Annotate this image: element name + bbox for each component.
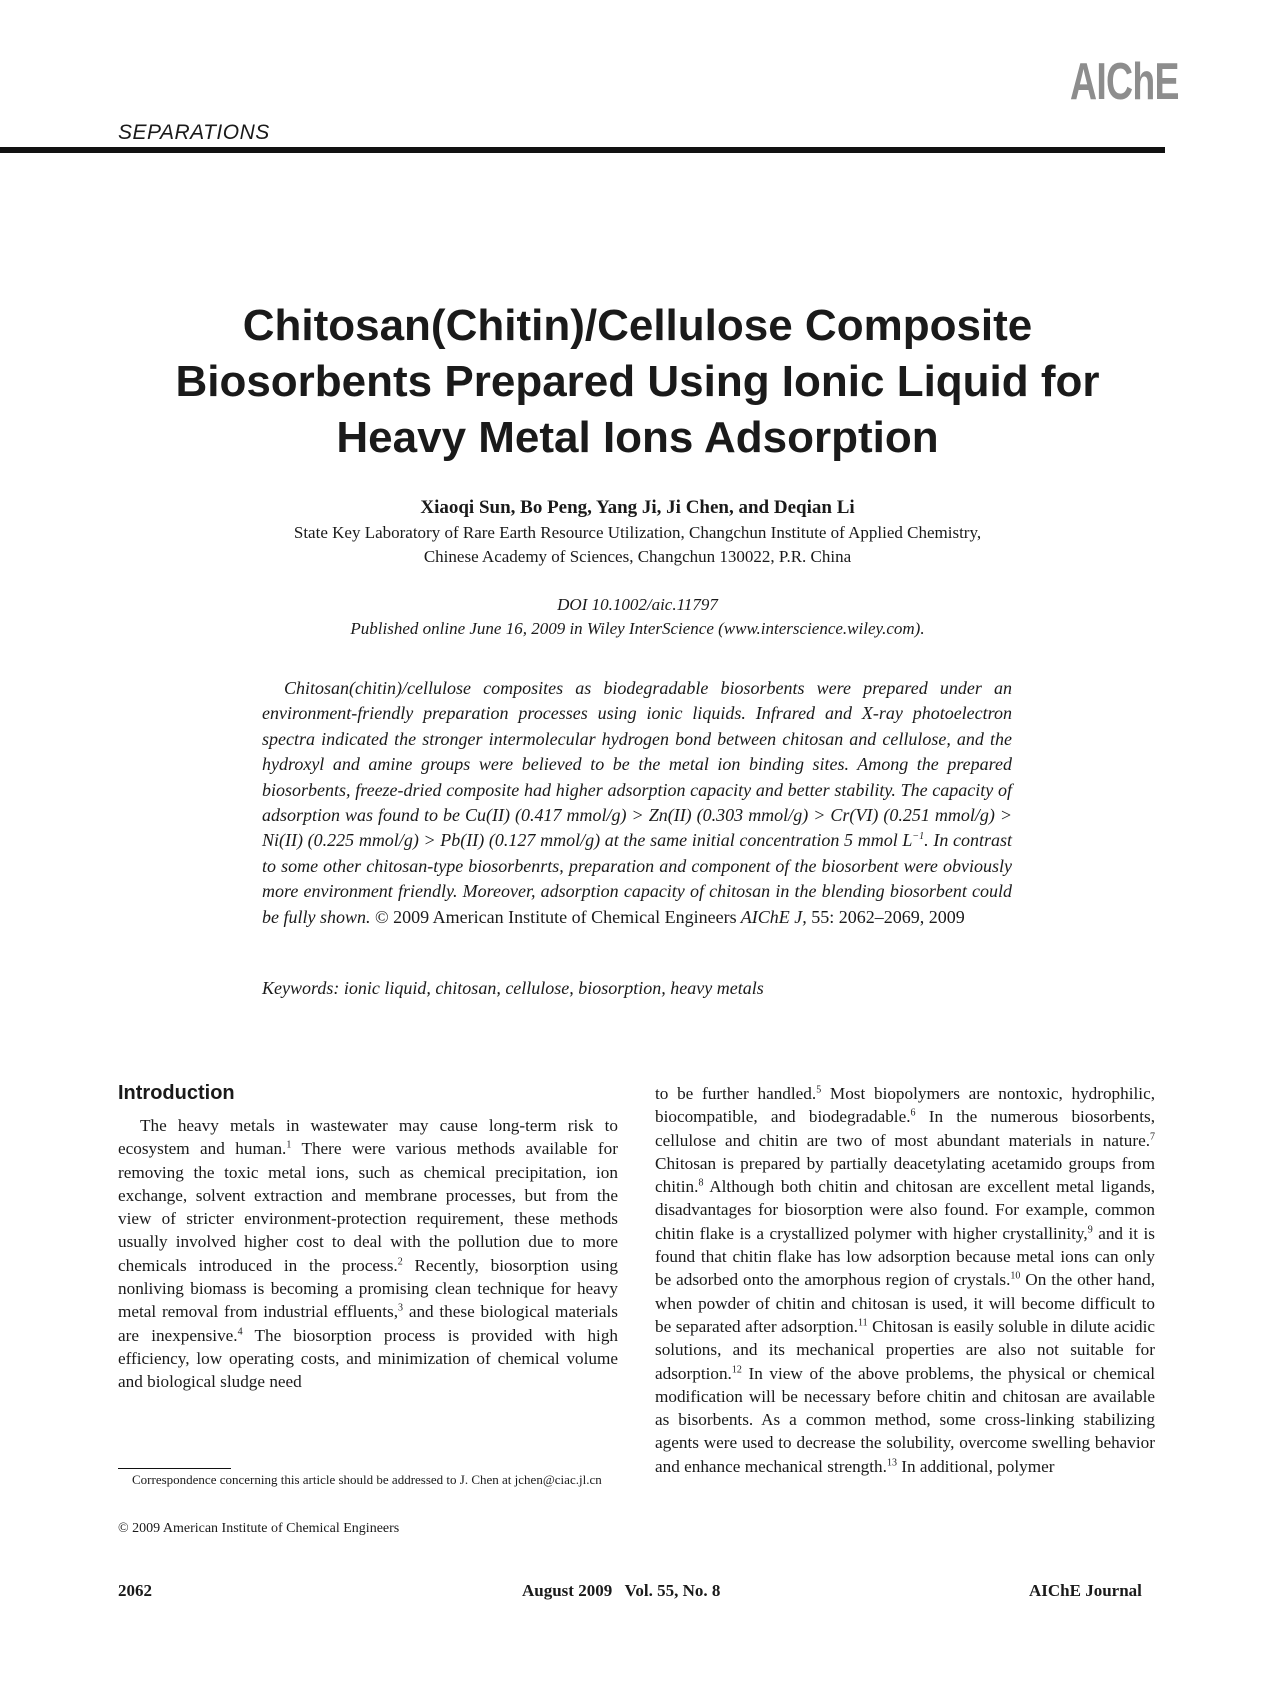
citation-ref: 11 xyxy=(857,1317,868,1329)
citation-ref: 3 xyxy=(398,1302,404,1314)
citation-ref: 9 xyxy=(1087,1224,1093,1236)
text-segment: Recently, biosorption using nonliving biomass is becoming a promising clean technique for heavy metal removal from industrial effluents, xyxy=(118,1255,618,1322)
left-column xyxy=(118,1082,618,1394)
citation-ref: 13 xyxy=(886,1457,897,1469)
abstract-text-tail: . In contrast to some other chitosan-type biosorbenrts, preparation and component of the biosorbent were obviously more environment friendly. Moreover, adsorption capacity of chitosan in the blending biosorbent could be fully shown. xyxy=(262,830,1012,927)
authors: Xiaoqi Sun, Bo Peng, Yang Ji, Ji Chen, and Deqian Li xyxy=(420,497,855,518)
abstract-superscript: −1 xyxy=(912,831,925,843)
abstract-copyright: © 2009 American Institute of Chemical Engineers xyxy=(375,906,737,927)
text-segment: and it is found that chitin flake has low adsorption because metal ions can only be adsorbed onto the amorphous region of crystals. xyxy=(655,1223,1155,1290)
citation-ref: 12 xyxy=(731,1363,742,1375)
introduction-heading: Introduction xyxy=(118,1082,235,1104)
text-segment: On the other hand, when powder of chitin and chitosan is used, it will become difficult to be separated after adsorption. xyxy=(655,1270,1155,1336)
text-segment: There were various methods available for removing the toxic metal ions, such as chemical precipitation, ion exchange, solvent extraction and membrane processes, but from the view of stricter environment-protection requirement, these methods usually involved higher cost to deal with the pollution due to more chemicals introduced in the process. xyxy=(118,1139,618,1275)
citation-ref: 5 xyxy=(816,1084,822,1096)
intro-paragraph-left xyxy=(118,1114,618,1394)
article-title xyxy=(100,298,1175,466)
title-line: Biosorbents Prepared Using Ionic Liquid for xyxy=(175,357,1100,406)
aiche-logo: AIChE xyxy=(1070,53,1179,111)
correspondence-footnote: Correspondence concerning this article should be addressed to J. Chen at jchen@ciac.jl.cn xyxy=(132,1472,602,1487)
issue-info: August 2009 Vol. 55, No. 8 xyxy=(522,1581,721,1600)
text-segment: Most biopolymers are nontoxic, hydrophilic, biocompatible, and biodegradable. xyxy=(655,1084,1155,1127)
title-line: Chitosan(Chitin)/Cellulose Composite xyxy=(242,301,1033,350)
keywords: Keywords: ionic liquid, chitosan, cellulose, biosorption, heavy metals xyxy=(262,978,764,998)
doi: DOI 10.1002/aic.11797 xyxy=(557,595,718,614)
page-number: 2062 xyxy=(118,1581,152,1600)
citation-ref: 8 xyxy=(698,1177,704,1189)
text-segment: to be further handled. xyxy=(655,1084,817,1103)
title-line: Heavy Metal Ions Adsorption xyxy=(336,413,939,462)
text-segment: Chitosan is prepared by partially deacetylating acetamido groups from chitin. xyxy=(655,1153,1155,1197)
text-segment: Chitosan is easily soluble in dilute acidic solutions, and its mechanical properties are also not suitable for adsorption. xyxy=(655,1316,1155,1383)
published-online: Published online June 16, 2009 in Wiley InterScience (www.interscience.wiley.com). xyxy=(350,619,925,638)
text-segment: In the numerous biosorbents, cellulose and chitin are two of most abundant materials in nature. xyxy=(655,1107,1155,1150)
citation-ref: 6 xyxy=(910,1107,916,1119)
text-segment: The heavy metals in wastewater may cause long-term risk to ecosystem and human. xyxy=(118,1116,618,1159)
abstract xyxy=(262,676,1012,930)
abstract-journal: AIChE J, xyxy=(740,906,807,927)
header-rule xyxy=(0,147,1165,153)
footnote-copyright: © 2009 American Institute of Chemical Engineers xyxy=(118,1521,400,1536)
journal-name: AIChE Journal xyxy=(1029,1581,1142,1600)
abstract-text: Chitosan(chitin)/cellulose composites as biodegradable biosorbents were prepared under an environment-friendly preparation processes using ionic liquids. Infrared and X-ray photoelectron spectra indicated the stronger intermolecular hydrogen bond between chitosan and cellulose, and the hydroxyl and amine groups were believed to be the metal ion binding sites. Among the prepared biosorbents, freeze-dried composite had higher adsorption capacity and better stability. The capacity of adsorption was found to be Cu(II) (0.417 mmol/g) > Zn(II) (0.303 mmol/g) > Cr(VI) (0.251 mmol/g) > Ni(II) (0.225 mmol/g) > Pb(II) (0.127 mmol/g) at the same initial concentration 5 mmol L xyxy=(262,678,1012,851)
citation-ref: 7 xyxy=(1150,1130,1155,1142)
citation-ref: 10 xyxy=(1010,1270,1021,1282)
abstract-citation: 55: 2062–2069, 2009 xyxy=(811,906,965,927)
footnote-rule xyxy=(118,1468,231,1469)
text-segment: and these biological materials are inexpensive. xyxy=(118,1302,618,1345)
doi-block xyxy=(100,593,1175,641)
affiliation-line: Chinese Academy of Sciences, Changchun 130022, P.R. China xyxy=(423,547,852,566)
affiliation-line: State Key Laboratory of Rare Earth Resource Utilization, Changchun Institute of Applied Chemistry, xyxy=(293,523,982,542)
right-column xyxy=(655,1082,1155,1478)
citation-ref: 2 xyxy=(397,1256,403,1268)
text-segment: In view of the above problems, the physical or chemical modification will be necessary before chitin and chitosan are available as bisorbents. As a common method, some cross-linking stabilizing agents were used to decrease the solubility, overcome swelling behavior and enhance mechanical strength. xyxy=(655,1363,1155,1476)
citation-ref: 1 xyxy=(286,1139,292,1151)
section-label: SEPARATIONS xyxy=(118,121,270,144)
text-segment: Although both chitin and chitosan are excellent metal ligands, disadvantages for biosorption were also found. For example, common chitin flake is a crystallized polymer with higher crystallinity, xyxy=(655,1177,1155,1243)
text-segment: In additional, polymer xyxy=(896,1456,1055,1476)
citation-ref: 4 xyxy=(237,1325,243,1337)
text-segment: The biosorption process is provided with high efficiency, low operating costs, and minimization of chemical volume and biological sludge need xyxy=(118,1325,619,1392)
intro-paragraph-right xyxy=(655,1082,1155,1478)
affiliation xyxy=(100,521,1175,569)
